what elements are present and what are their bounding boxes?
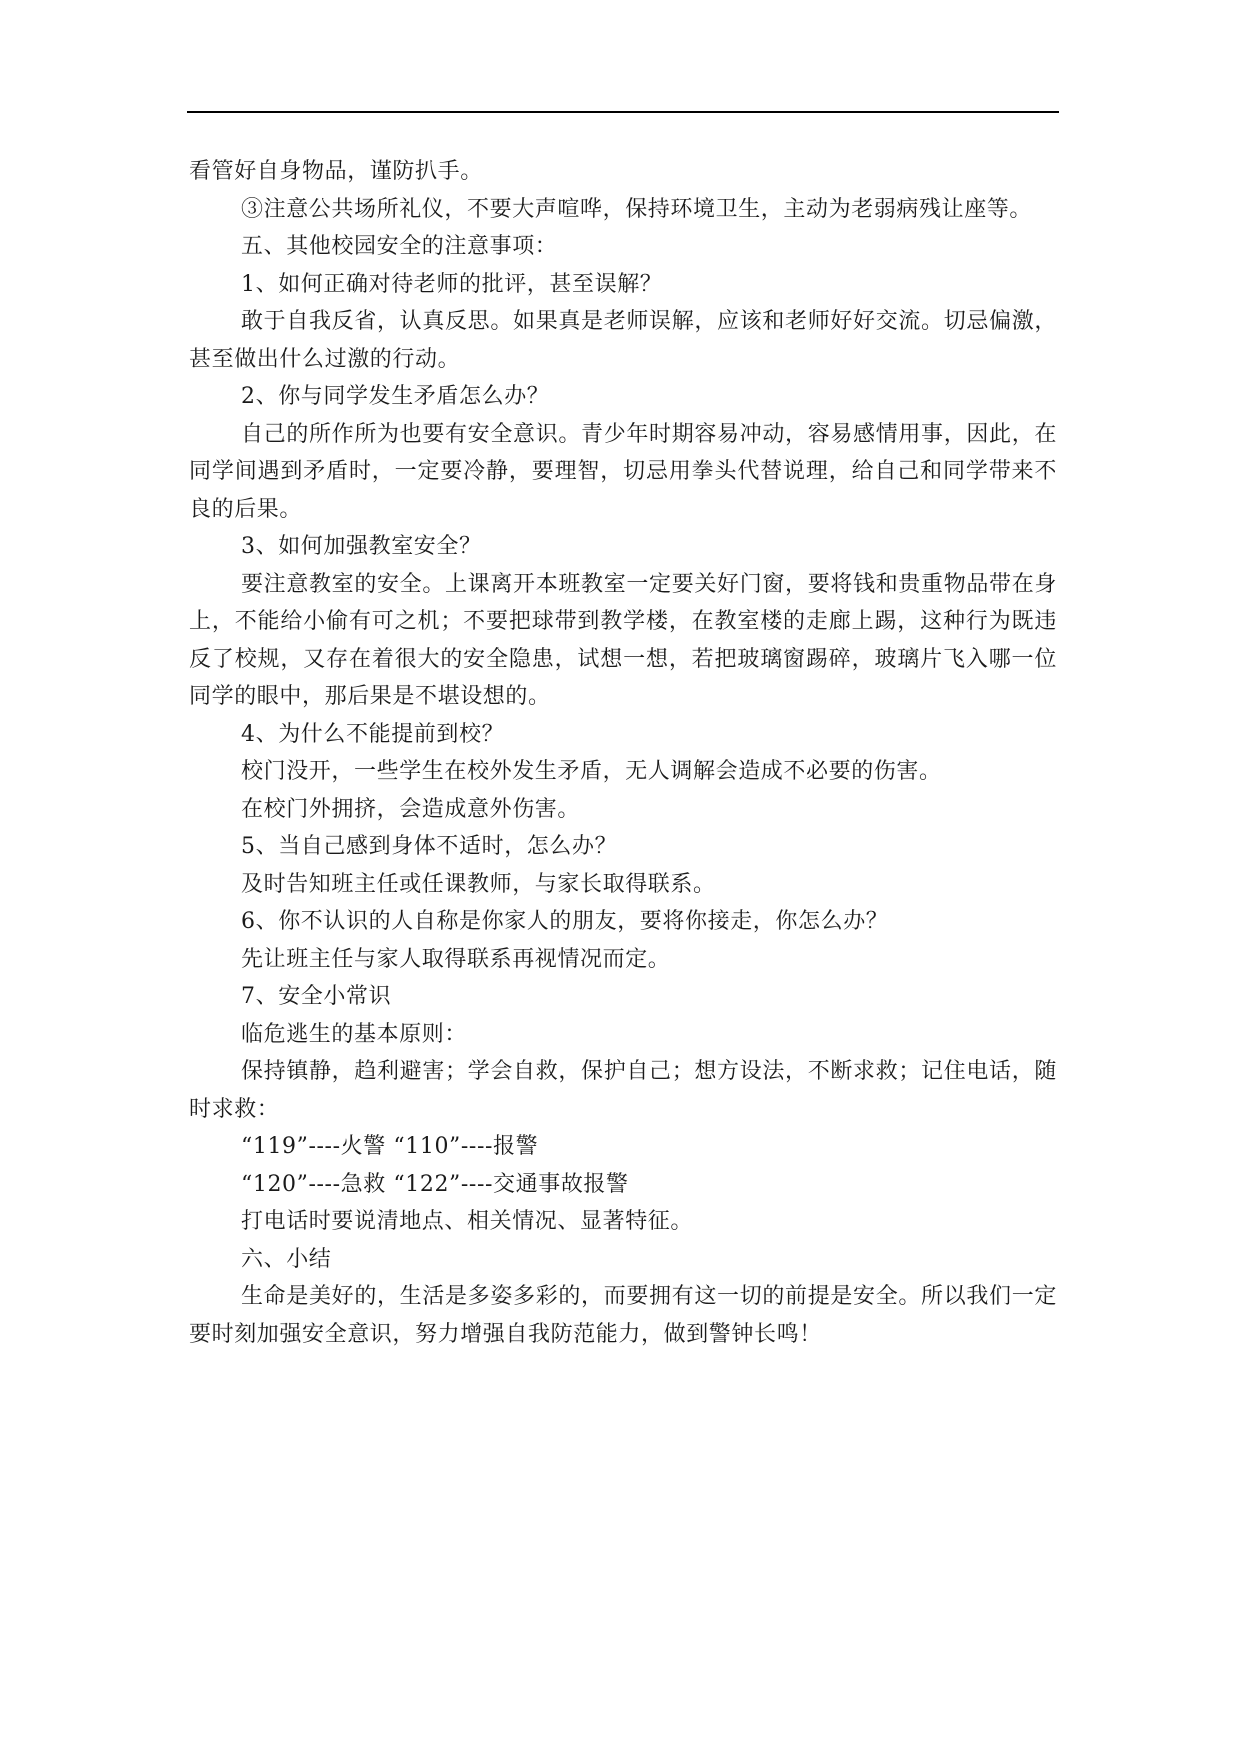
question-heading: 6、你不认识的人自称是你家人的朋友，要将你接走，你怎么办？ [241, 909, 889, 934]
header-rule [187, 111, 1059, 113]
section-heading: 五、其他校园安全的注意事项： [241, 234, 558, 259]
question-heading: 1、如何正确对待老师的批评，甚至误解？ [241, 271, 663, 297]
paragraph: ③注意公共场所礼仪，不要大声喧哗，保持环境卫生，主动为老弱病残让座等。 [241, 196, 1033, 222]
paragraph: 及时告知班主任或任课教师，与家长取得联系。 [241, 871, 716, 897]
paragraph: 看管好自身物品，谨防扒手。 [189, 159, 483, 184]
emergency-numbers-line: “120”----急救 “122”----交通事故报警 [241, 1171, 629, 1197]
paragraph: 保持镇静，趋利避害；学会自救，保护自己；想方设法，不断求救；记住电话，随时求救： [189, 1059, 1057, 1122]
paragraph: 校门没开，一些学生在校外发生矛盾，无人调解会造成不必要的伤害。 [241, 759, 942, 784]
section-heading: 六、小结 [241, 1246, 332, 1272]
paragraph: 在校门外拥挤，会造成意外伤害。 [241, 796, 581, 822]
question-heading: 2、你与同学发生矛盾怎么办？ [241, 384, 550, 409]
paragraph: 先让班主任与家人取得联系再视情况而定。 [241, 946, 671, 972]
question-heading: 4、为什么不能提前到校？ [241, 721, 505, 747]
question-heading: 3、如何加强教室安全？ [241, 534, 482, 559]
paragraph: 敢于自我反省，认真反思。如果真是老师误解，应该和老师好好交流。切忌偏激，甚至做出什么过激的行动。 [189, 309, 1057, 372]
question-heading: 5、当自己感到身体不适时，怎么办？ [241, 834, 618, 859]
paragraph: 要注意教室的安全。上课离开本班教室一定要关好门窗，要将钱和贵重物品带在身上，不能给小偷有可之机；不要把球带到教学楼，在教室楼的走廊上踢，这种行为既违反了校规，又存在着很大的安全隐患，试想一想，若把玻璃窗踢碎，玻璃片飞入哪一位同学的眼中，那后果是不堪设想的。 [189, 571, 1057, 709]
paragraph: 临危逃生的基本原则： [241, 1021, 468, 1047]
question-heading: 7、安全小常识 [241, 984, 392, 1009]
paragraph: 生命是美好的，生活是多姿多彩的，而要拥有这一切的前提是安全。所以我们一定要时刻加强安全意识，努力增强自我防范能力，做到警钟长鸣！ [189, 1284, 1057, 1347]
paragraph: 自己的所作所为也要有安全意识。青少年时期容易冲动，容易感情用事，因此，在同学间遇到矛盾时，一定要冷静，要理智，切忌用拳头代替说理，给自己和同学带来不良的后果。 [189, 421, 1057, 522]
paragraph: 打电话时要说清地点、相关情况、显著特征。 [241, 1209, 694, 1234]
emergency-numbers-line: “119”----火警 “110”----报警 [241, 1134, 539, 1159]
document-body [189, 153, 1057, 1353]
